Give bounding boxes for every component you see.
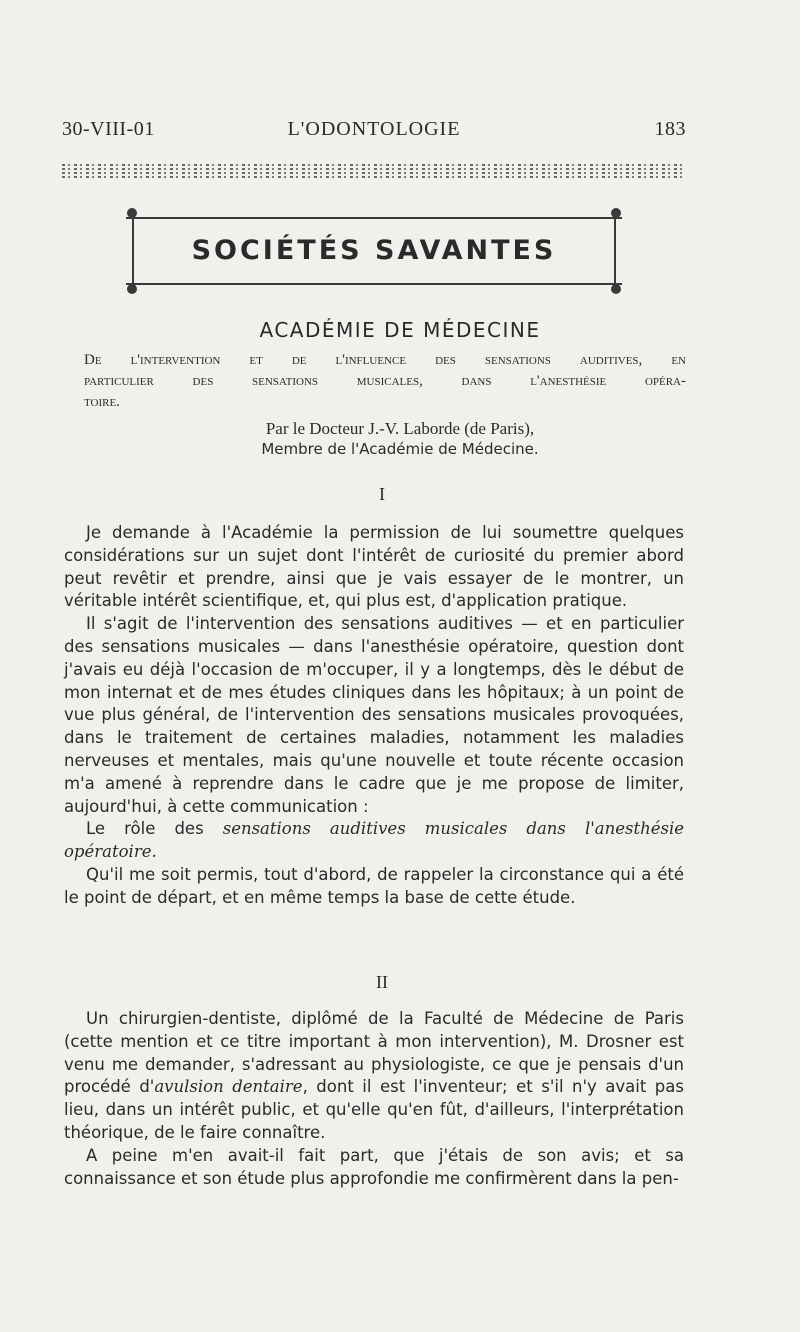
- article-title-line: De l'intervention et de l'influence des sensations auditives, en: [84, 352, 686, 368]
- author-affiliation: Membre de l'Académie de Médecine.: [261, 440, 539, 458]
- emphasized-text: sensations auditives musicales dans l'anesthésie opératoire.: [64, 819, 685, 862]
- running-head: [62, 118, 686, 148]
- paragraph: [64, 1008, 684, 1145]
- emphasized-text: avulsion dentaire: [154, 1077, 303, 1097]
- frame-corner-ornament: [611, 284, 621, 294]
- academy-heading: ACADÉMIE DE MÉDECINE: [259, 318, 541, 342]
- section-one-body: [64, 522, 684, 910]
- article-title: [84, 350, 686, 413]
- frame-bottom-line: [126, 283, 622, 289]
- frame-corner-ornament: [127, 284, 137, 294]
- section-title: SOCIÉTÉS SAVANTES: [191, 235, 557, 266]
- paragraph: A peine m'en avait-il fait part, que j'étais de son avis; et sa connaissance et son étude plus approfondie me confirmèrent dans la pen-: [64, 1145, 684, 1188]
- issue-date: 30-VIII-01: [62, 118, 155, 140]
- section-number: I: [379, 484, 385, 504]
- paragraph-text: Le rôle des: [86, 819, 223, 839]
- section-two-body: [64, 1008, 684, 1190]
- article-title-line: toire.: [84, 394, 120, 410]
- paragraph: Qu'il me soit permis, tout d'abord, de rappeler la circonstance qui a été le point de départ, et en même temps la base de cette étude.: [64, 864, 684, 907]
- section-title-frame: [118, 205, 630, 295]
- paragraph-text: Un chirurgien-dentiste, diplômé de la Faculté de Médecine de Paris (cette mention et ce titre important à mon intervention), M. Drosner est venu me demander, s'adressant au physiologiste, ce que je pensais d'un procédé d': [64, 1009, 684, 1097]
- decorative-border: [62, 162, 686, 178]
- journal-name: L'ODONTOLOGIE: [287, 118, 461, 140]
- paragraph: Je demande à l'Académie la permission de lui soumettre quelques considérations sur un sujet dont l'intérêt de curiosité du premier abord peut revêtir et prendre, ainsi que je vais essayer de le montrer, un véritable intérêt scientifique, et, qui plus est, d'application pratique.: [64, 523, 684, 611]
- byline: [0, 418, 800, 460]
- page-number: 183: [654, 118, 686, 140]
- paragraph-text: , dont il est l'inventeur; et s'il n'y avait pas lieu, dans un intérêt public, et qu'elle qu'en fût, d'ailleurs, l'interprétation théorique, de le faire connaître.: [64, 1077, 684, 1142]
- frame-corner-ornament: [611, 208, 621, 218]
- author-line: Par le Docteur J.-V. Laborde (de Paris),: [265, 419, 535, 438]
- section-number: II: [376, 972, 388, 992]
- frame-corner-ornament: [127, 208, 137, 218]
- frame-top-line: [126, 213, 622, 219]
- paragraph: Il s'agit de l'intervention des sensations auditives — et en particulier des sensations musicales — dans l'anesthésie opératoire, question dont j'avais eu déjà l'occasion de m'occuper, il y a longtemps, dès le début de mon internat et de mes études cliniques dans les hôpitaux; à un point de vue plus général, de l'intervention des sensations musicales provoquées, dans le traitement de certaines maladies, notamment les maladies nerveuses et mentales, mais qu'une nouvelle et toute récente occasion m'a amené à reprendre dans le cadre que je me propose de limiter, aujourd'hui, à cette communication :: [64, 614, 684, 816]
- paragraph: [64, 818, 684, 864]
- article-title-line: particulier des sensations musicales, dans l'anesthésie opéra-: [84, 373, 686, 389]
